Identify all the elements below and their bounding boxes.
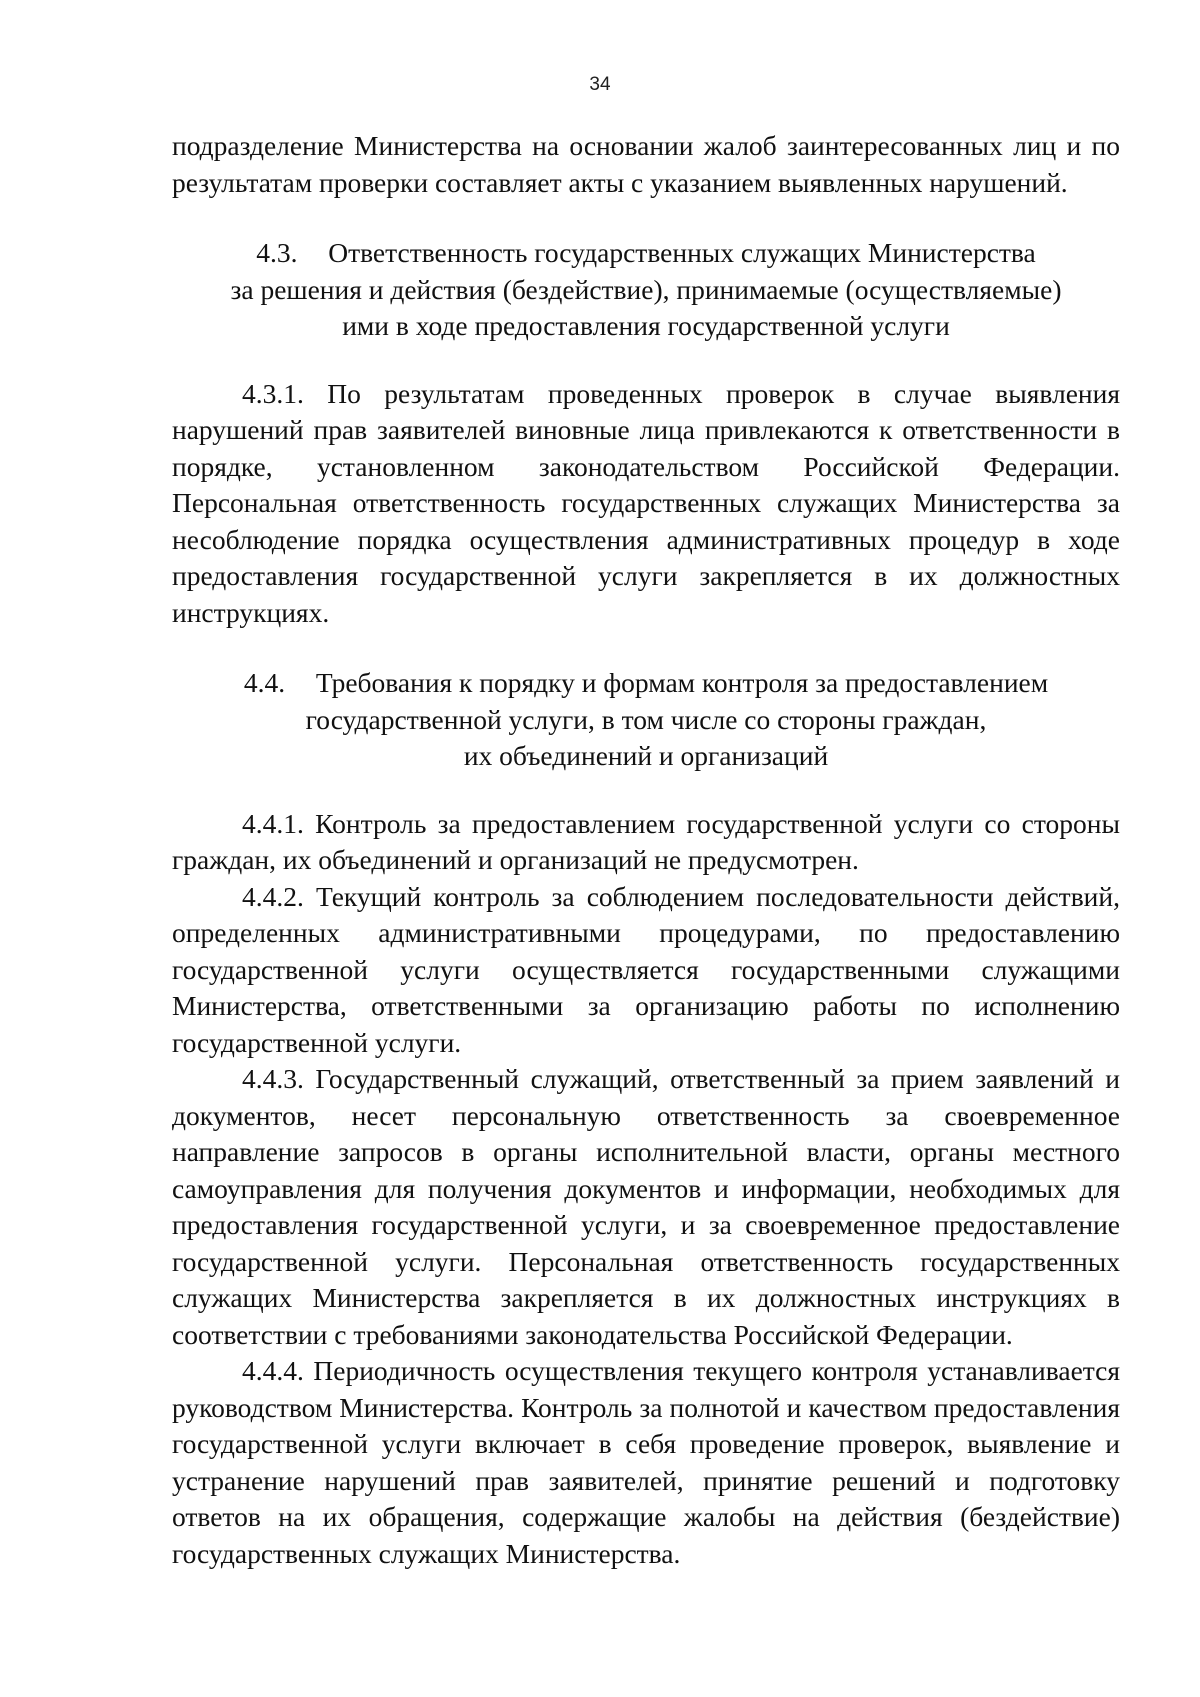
intro-paragraph: подразделение Министерства на основании жалоб заинтересованных лиц и по результатам проверки составляет акты с указанием выявленных нарушений.: [172, 130, 1120, 198]
paragraph-4-3-1: 4.3.1. По результатам проведенных проверок в случае выявления нарушений прав заявителей виновные лица привлекаются к ответственности в порядке, установленном законодательством Российской Федерации. Персональная ответственность государственных служащих Министерства за несоблюдение порядка осуществления административных процедур в ходе предоставления государственной услуги закрепляется в их должностных инструкциях.: [172, 377, 1120, 628]
section-4-4-title-line1: [172, 665, 1120, 702]
section-4-4-title-line3: их объединений и организаций: [463, 740, 829, 771]
paragraph-4-4-1: 4.4.1. Контроль за предоставлением государственной услуги со стороны граждан, их объединений и организаций не предусмотрен.: [172, 807, 1120, 875]
section-4-3-title-line1: [172, 235, 1120, 272]
paragraph-4-4-3: 4.4.3. Государственный служащий, ответственный за прием заявлений и документов, несет персональную ответственность за своевременное направление запросов в органы исполнительной власти, органы местного самоуправления для получения документов и информации, необходимых для предоставления государственной услуги, и за своевременное предоставление государственной услуги. Персональная ответственность государственных служащих Министерства закрепляется в их должностных инструкциях в соответствии с требованиями законодательства Российской Федерации.: [172, 1063, 1120, 1350]
section-4-3-title-line3: ими в ходе предоставления государственной услуги: [342, 310, 950, 341]
section-4-4-heading: [172, 665, 1120, 775]
section-4-3-number: 4.3.: [256, 237, 298, 268]
section-4-3-title-line2: за решения и действия (бездействие), принимаемые (осуществляемые): [230, 273, 1062, 305]
section-4-3-title-text1: Ответственность государственных служащих Министерства: [328, 237, 1036, 268]
section-4-4-title-text1: Требования к порядку и формам контроля за предоставлением: [315, 667, 1049, 698]
page-number: 34: [589, 74, 611, 95]
page-content: [172, 128, 1120, 1572]
paragraph-4-4-4: 4.4.4. Периодичность осуществления текущего контроля устанавливается руководством Министерства. Контроль за полнотой и качеством предоставления государственной услуги включает в себя проведение проверок, выявление и устранение нарушений прав заявителей, принятие решений и подготовку ответов на их обращения, содержащие жалобы на действия (бездействие) государственных служащих Министерства.: [172, 1355, 1120, 1569]
paragraph-4-4-2: 4.4.2. Текущий контроль за соблюдением последовательности действий, определенных административными процедурами, по предоставлению государственной услуги осуществляется государственными служащими Министерства, ответственными за организацию работы по исполнению государственной услуги.: [172, 880, 1120, 1058]
section-4-4-number: 4.4.: [243, 667, 286, 698]
section-4-4-title-line2: государственной услуги, в том числе со стороны граждан,: [305, 703, 987, 735]
section-4-3-heading: [172, 235, 1120, 345]
